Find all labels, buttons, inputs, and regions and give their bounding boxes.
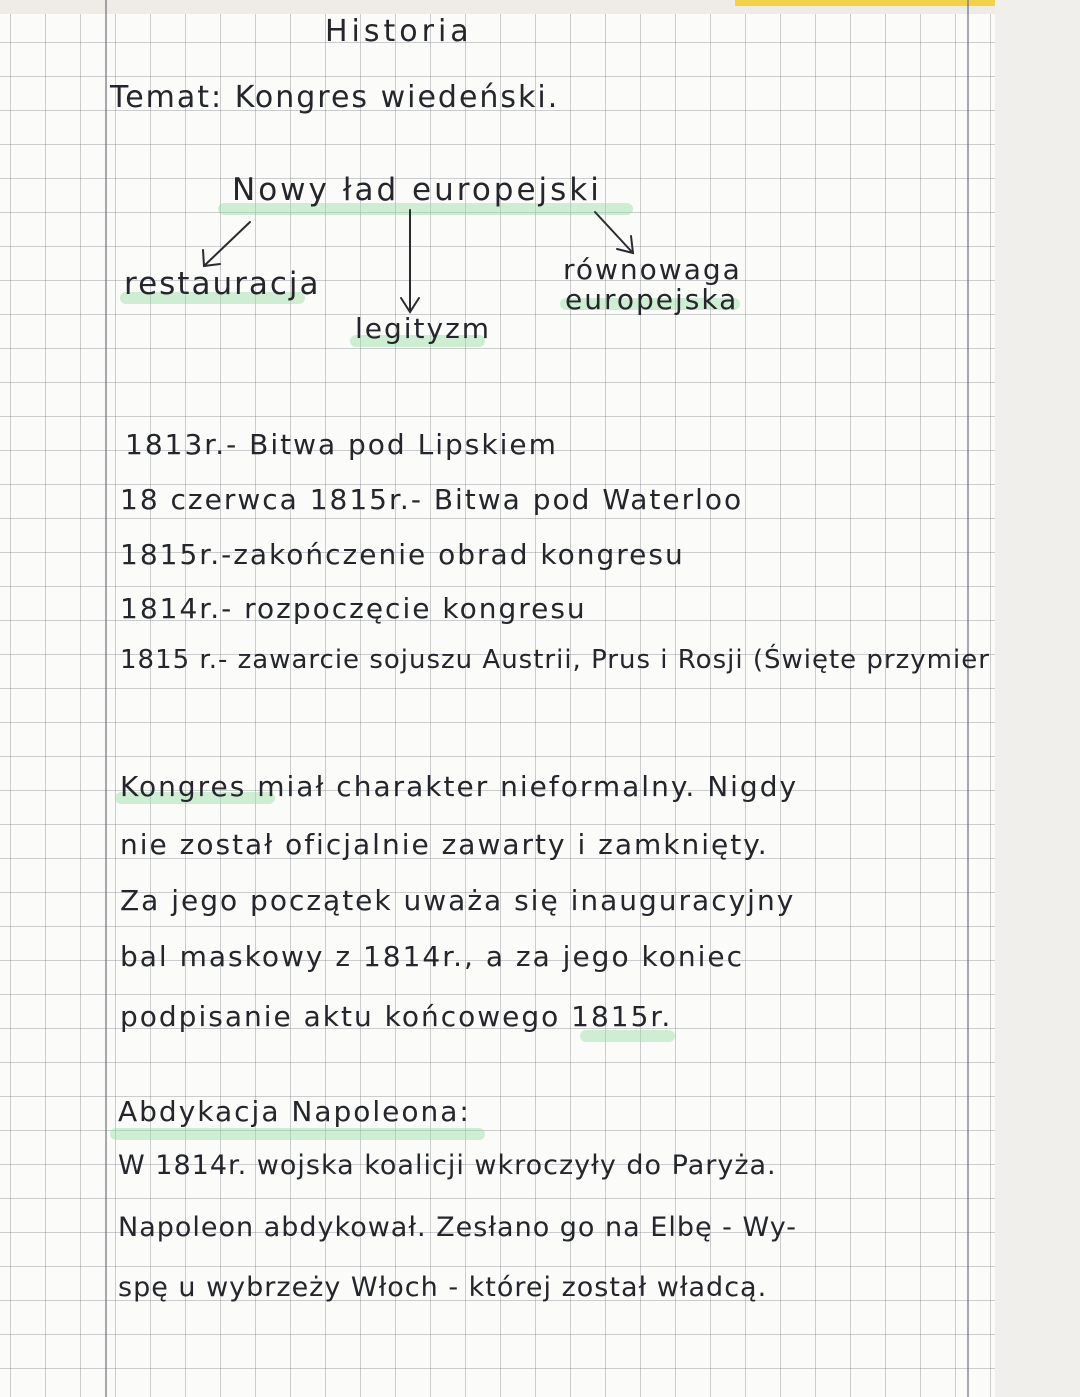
paragraph-line: Kongres miał charakter nieformalny. Nigdy <box>120 770 799 803</box>
diagram-right-node-line1: równowaga <box>563 253 742 286</box>
subject-heading: Historia <box>325 14 473 49</box>
section-line: W 1814r. wojska koalicji wkroczyły do Paryża. <box>118 1150 777 1181</box>
paragraph-line: Za jego początek uważa się inauguracyjny <box>120 884 796 917</box>
section-title: Abdykacja Napoleona: <box>118 1095 471 1128</box>
diagram-center-node: Nowy ład europejski <box>232 172 602 208</box>
paragraph-line: bal maskowy z 1814r., a za jego koniec <box>120 940 744 973</box>
section-line: Napoleon abdykował. Zesłano go na Elbę - Wy- <box>118 1212 797 1243</box>
section-line: spę u wybrzeży Włoch - której został władcą. <box>118 1272 768 1303</box>
diagram-middle-node: legityzm <box>355 312 492 345</box>
timeline-entry: 1814r.- rozpoczęcie kongresu <box>120 592 587 625</box>
diagram-left-node: restauracja <box>124 266 321 302</box>
timeline-entry: 1815 r.- zawarcie sojuszu Austrii, Prus i Rosji (Święte przymier <box>120 645 990 675</box>
paragraph-line: podpisanie aktu końcowego 1815r. <box>120 1000 673 1033</box>
diagram-right-node-line2: europejska <box>565 283 739 316</box>
timeline-entry: 1813r.- Bitwa pod Lipskiem <box>125 428 558 461</box>
paragraph-line: nie został oficjalnie zawarty i zamknięty. <box>120 828 769 861</box>
topic-line: Temat: Kongres wiedeński. <box>110 80 560 115</box>
timeline-entry: 18 czerwca 1815r.- Bitwa pod Waterloo <box>120 483 744 516</box>
timeline-entry: 1815r.-zakończenie obrad kongresu <box>120 538 685 571</box>
